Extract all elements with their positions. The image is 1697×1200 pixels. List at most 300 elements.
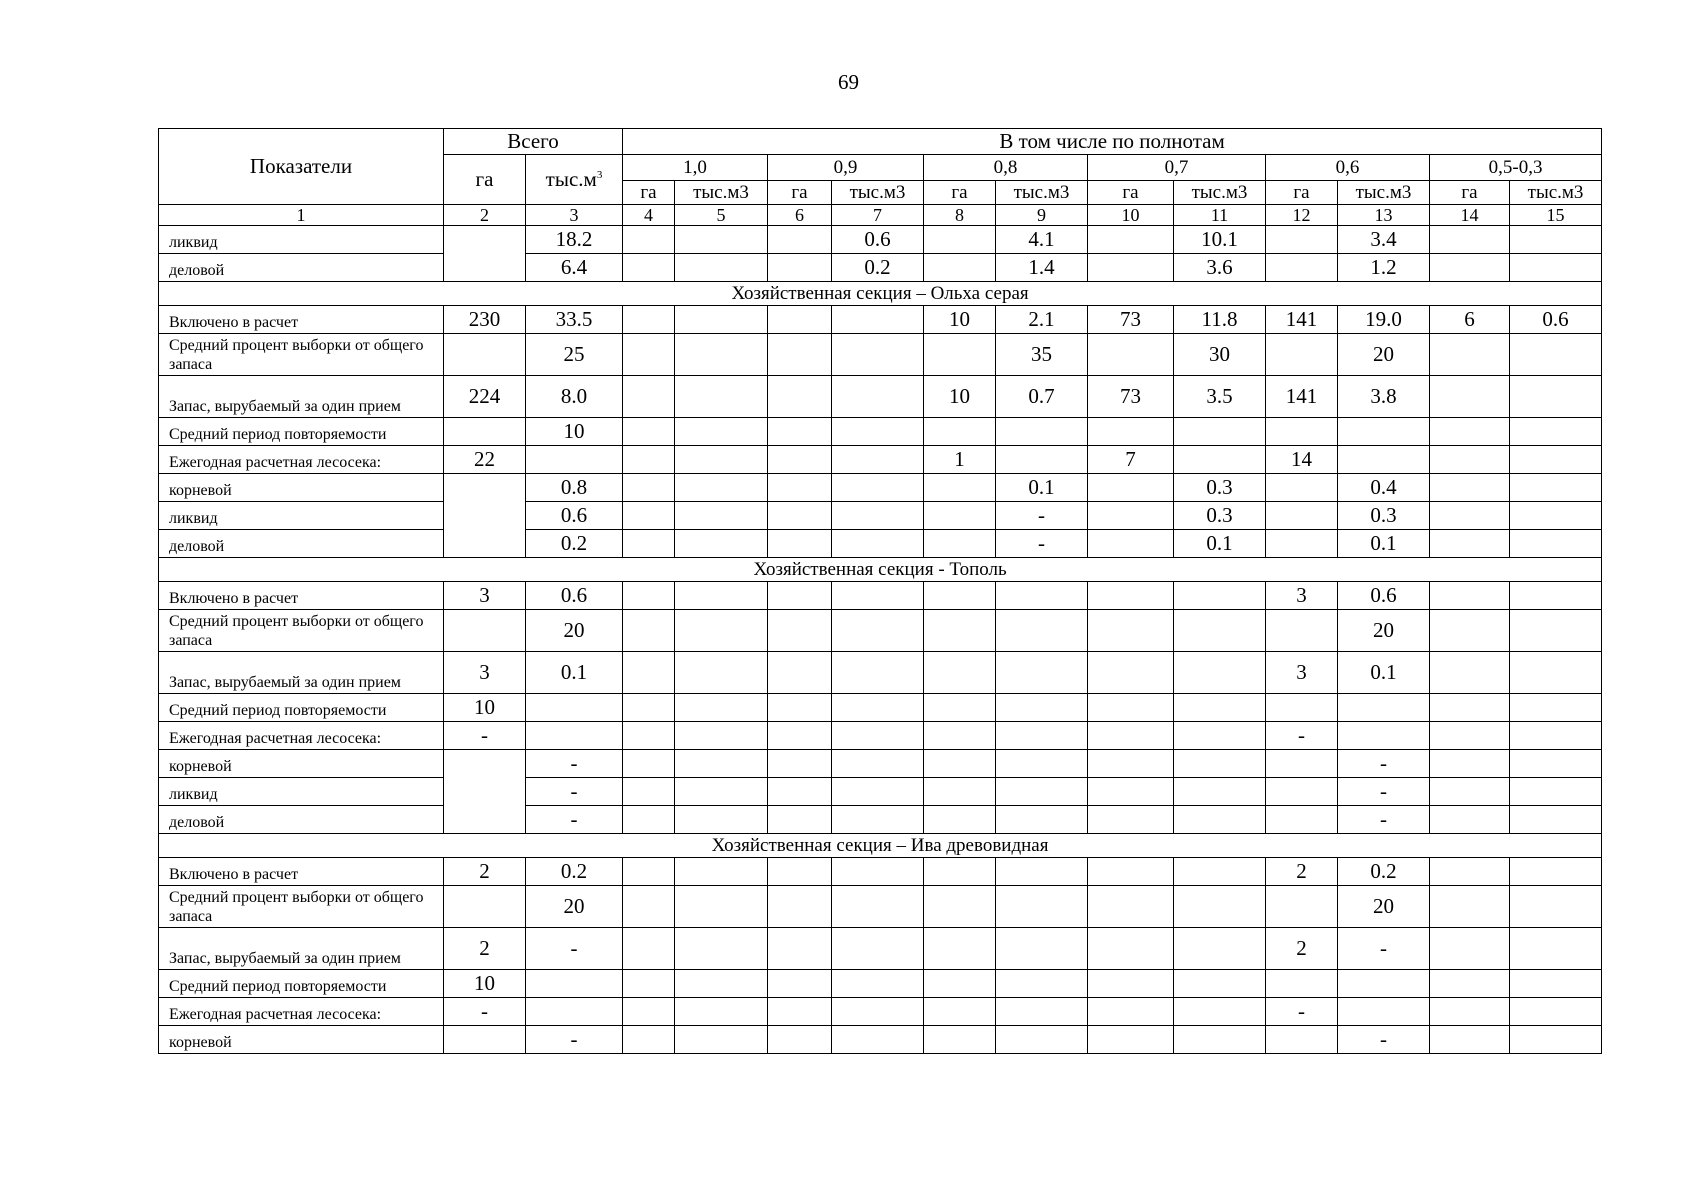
table-cell <box>1430 778 1510 806</box>
table-cell: 2 <box>444 928 526 970</box>
table-cell <box>1174 418 1266 446</box>
table-cell <box>1088 806 1174 834</box>
table-cell <box>1266 254 1338 282</box>
table-cell <box>1510 886 1602 928</box>
table-cell <box>623 928 675 970</box>
table-cell <box>832 970 924 998</box>
table-cell: 73 <box>1088 306 1174 334</box>
table-cell: 0.8 <box>526 474 623 502</box>
table-cell: - <box>526 750 623 778</box>
row-label: ликвид <box>159 226 444 254</box>
table-cell <box>996 446 1088 474</box>
table-cell <box>832 778 924 806</box>
table-cell: 35 <box>996 334 1088 376</box>
table-cell: 0.1 <box>996 474 1088 502</box>
table-cell <box>1430 694 1510 722</box>
table-cell <box>623 722 675 750</box>
table-cell <box>675 886 768 928</box>
table-cell: 10 <box>924 376 996 418</box>
table-cell <box>1430 582 1510 610</box>
table-cell: 20 <box>526 610 623 652</box>
table-cell: 0.3 <box>1338 502 1430 530</box>
table-cell <box>444 886 526 928</box>
table-cell: - <box>1266 998 1338 1026</box>
table-cell <box>623 334 675 376</box>
table-cell <box>675 502 768 530</box>
row-label: Запас, вырубаемый за один прием <box>159 652 444 694</box>
table-cell <box>832 928 924 970</box>
header-sub-volume: тыс.м3 <box>1338 181 1430 205</box>
table-cell: - <box>526 928 623 970</box>
table-row <box>159 722 1602 750</box>
table-cell <box>768 750 832 778</box>
table-cell <box>1088 778 1174 806</box>
table-row <box>159 652 1602 694</box>
header-total-volume <box>526 155 623 205</box>
table-cell <box>1430 1026 1510 1054</box>
table-cell: 0.4 <box>1338 474 1430 502</box>
table-cell <box>996 582 1088 610</box>
header-sub-ha: га <box>1088 181 1174 205</box>
table-cell: 0.2 <box>526 858 623 886</box>
header-sub-ha: га <box>1266 181 1338 205</box>
table-cell <box>623 226 675 254</box>
table-cell <box>1088 418 1174 446</box>
table-cell <box>623 750 675 778</box>
table-cell <box>444 226 526 282</box>
table-cell <box>1510 226 1602 254</box>
table-cell: 1.4 <box>996 254 1088 282</box>
header-total-volume-sup: 3 <box>596 169 603 182</box>
table-cell <box>832 582 924 610</box>
table-cell <box>1430 722 1510 750</box>
table-cell <box>1338 970 1430 998</box>
table-row <box>159 446 1602 474</box>
table-cell <box>996 970 1088 998</box>
table-cell: - <box>444 998 526 1026</box>
table-cell: 2.1 <box>996 306 1088 334</box>
table-cell <box>832 306 924 334</box>
table-cell <box>623 778 675 806</box>
table-cell <box>832 694 924 722</box>
column-number-row <box>159 205 1602 226</box>
table-cell <box>1088 610 1174 652</box>
table-cell <box>1174 970 1266 998</box>
section-row <box>159 558 1602 582</box>
table-cell <box>832 610 924 652</box>
table-cell: 3 <box>444 652 526 694</box>
table-cell <box>924 1026 996 1054</box>
table-cell <box>1174 998 1266 1026</box>
header-density: 0,9 <box>768 155 924 181</box>
table-cell <box>996 778 1088 806</box>
table-cell <box>768 446 832 474</box>
table-cell: 3 <box>444 582 526 610</box>
row-label: деловой <box>159 806 444 834</box>
table-cell <box>1510 334 1602 376</box>
table-cell <box>675 858 768 886</box>
table-cell: 25 <box>526 334 623 376</box>
header-density: 0,7 <box>1088 155 1266 181</box>
table-cell <box>675 474 768 502</box>
table-cell <box>1510 474 1602 502</box>
table-cell <box>1088 886 1174 928</box>
row-label: ликвид <box>159 778 444 806</box>
table-cell <box>526 970 623 998</box>
table-cell <box>768 970 832 998</box>
table-cell <box>444 334 526 376</box>
table-row <box>159 998 1602 1026</box>
table-cell: 20 <box>1338 886 1430 928</box>
table-cell <box>924 418 996 446</box>
table-cell <box>768 530 832 558</box>
table-cell: 0.6 <box>1510 306 1602 334</box>
table-cell <box>1338 722 1430 750</box>
table-row <box>159 376 1602 418</box>
table-cell: - <box>996 502 1088 530</box>
table-cell <box>924 806 996 834</box>
table-cell: 20 <box>1338 610 1430 652</box>
table-cell <box>623 998 675 1026</box>
table-cell <box>1266 1026 1338 1054</box>
table-cell <box>675 652 768 694</box>
table-cell <box>996 806 1088 834</box>
table-cell: 10 <box>444 970 526 998</box>
table-cell <box>1510 970 1602 998</box>
column-number: 12 <box>1266 205 1338 226</box>
table-cell: 11.8 <box>1174 306 1266 334</box>
table-cell <box>1088 1026 1174 1054</box>
table-cell <box>1430 254 1510 282</box>
table-cell <box>623 306 675 334</box>
column-number: 15 <box>1510 205 1602 226</box>
table-cell <box>1174 694 1266 722</box>
header-total: Всего <box>444 129 623 155</box>
table-row <box>159 970 1602 998</box>
table-cell: - <box>526 1026 623 1054</box>
table-cell <box>1088 694 1174 722</box>
row-label: корневой <box>159 474 444 502</box>
table-cell <box>623 694 675 722</box>
table-cell: 230 <box>444 306 526 334</box>
table-cell <box>1088 254 1174 282</box>
table-cell: 6 <box>1430 306 1510 334</box>
table-cell: 0.7 <box>996 376 1088 418</box>
table-cell: 4.1 <box>996 226 1088 254</box>
table-cell <box>623 446 675 474</box>
table-cell: - <box>1338 1026 1430 1054</box>
table-cell <box>924 858 996 886</box>
section-title: Хозяйственная секция - Тополь <box>159 558 1602 582</box>
table-cell <box>832 806 924 834</box>
table-cell <box>526 998 623 1026</box>
table-cell <box>1510 530 1602 558</box>
table-cell: - <box>1338 806 1430 834</box>
column-number: 7 <box>832 205 924 226</box>
table-cell <box>1266 750 1338 778</box>
header-total-ha: га <box>444 155 526 205</box>
table-cell <box>1174 446 1266 474</box>
table-cell: 3.8 <box>1338 376 1430 418</box>
table-cell <box>526 694 623 722</box>
column-number: 6 <box>768 205 832 226</box>
table-cell <box>1266 334 1338 376</box>
table-cell <box>832 376 924 418</box>
header-indicators: Показатели <box>159 129 444 205</box>
table-cell <box>996 1026 1088 1054</box>
column-number: 13 <box>1338 205 1430 226</box>
table-cell <box>832 750 924 778</box>
table-cell <box>526 722 623 750</box>
column-number: 11 <box>1174 205 1266 226</box>
table-cell <box>1266 694 1338 722</box>
table-cell: 0.6 <box>1338 582 1430 610</box>
table-cell <box>832 886 924 928</box>
row-label: Средний период повторяемости <box>159 970 444 998</box>
table-cell <box>1088 928 1174 970</box>
table-cell <box>675 418 768 446</box>
table-cell <box>924 694 996 722</box>
row-label: ликвид <box>159 502 444 530</box>
table-cell: 0.3 <box>1174 474 1266 502</box>
header-row-1 <box>159 129 1602 155</box>
table-cell <box>1510 376 1602 418</box>
table-cell: 141 <box>1266 376 1338 418</box>
table-cell <box>675 970 768 998</box>
table-cell <box>675 334 768 376</box>
table-cell <box>768 998 832 1026</box>
row-label: корневой <box>159 1026 444 1054</box>
table-cell: 0.1 <box>1174 530 1266 558</box>
table-cell: 3 <box>1266 582 1338 610</box>
table-cell <box>1174 928 1266 970</box>
table-cell <box>623 886 675 928</box>
table-cell <box>1088 530 1174 558</box>
table-cell <box>1510 858 1602 886</box>
table-cell <box>1174 652 1266 694</box>
table-cell: 224 <box>444 376 526 418</box>
table-cell: 18.2 <box>526 226 623 254</box>
table-cell <box>1266 226 1338 254</box>
table-row <box>159 502 1602 530</box>
table-cell <box>1430 750 1510 778</box>
table-cell <box>1430 502 1510 530</box>
table-row <box>159 474 1602 502</box>
table-cell <box>444 610 526 652</box>
table-cell <box>832 502 924 530</box>
column-number: 1 <box>159 205 444 226</box>
table-row <box>159 610 1602 652</box>
table-row <box>159 750 1602 778</box>
table-cell <box>1088 502 1174 530</box>
table-cell: 3 <box>1266 652 1338 694</box>
table-cell <box>996 750 1088 778</box>
table-cell <box>832 998 924 1026</box>
table-cell <box>675 1026 768 1054</box>
table-cell: - <box>444 722 526 750</box>
table-cell <box>1266 806 1338 834</box>
table-cell <box>1430 886 1510 928</box>
table-cell <box>1510 778 1602 806</box>
table-cell: 7 <box>1088 446 1174 474</box>
table-cell <box>924 610 996 652</box>
table-cell: - <box>1338 928 1430 970</box>
table-cell <box>623 530 675 558</box>
table-cell <box>768 806 832 834</box>
table-cell <box>1430 418 1510 446</box>
table-cell <box>675 582 768 610</box>
table-cell <box>1510 502 1602 530</box>
table-cell <box>1266 502 1338 530</box>
row-label: Средний период повторяемости <box>159 694 444 722</box>
section-row <box>159 834 1602 858</box>
table-cell: 14 <box>1266 446 1338 474</box>
table-cell <box>832 1026 924 1054</box>
table-cell <box>996 998 1088 1026</box>
table-cell <box>1338 418 1430 446</box>
table-cell <box>832 858 924 886</box>
header-including: В том числе по полнотам <box>623 129 1602 155</box>
table-cell: 0.1 <box>526 652 623 694</box>
table-cell <box>1510 1026 1602 1054</box>
row-label: корневой <box>159 750 444 778</box>
row-label: Средний период повторяемости <box>159 418 444 446</box>
table-cell <box>1088 474 1174 502</box>
table-cell <box>1088 858 1174 886</box>
table-cell <box>1338 446 1430 474</box>
table-cell <box>1510 446 1602 474</box>
table-cell <box>924 928 996 970</box>
table-cell <box>924 970 996 998</box>
table-cell <box>1430 858 1510 886</box>
table-cell: - <box>1338 750 1430 778</box>
table-cell <box>1174 582 1266 610</box>
column-number: 2 <box>444 205 526 226</box>
table-cell <box>832 652 924 694</box>
table-cell <box>675 446 768 474</box>
table-cell <box>924 502 996 530</box>
table-cell <box>1174 886 1266 928</box>
table-cell <box>996 610 1088 652</box>
table-cell <box>1510 928 1602 970</box>
table-row <box>159 530 1602 558</box>
table-cell <box>768 694 832 722</box>
column-number: 8 <box>924 205 996 226</box>
table-cell <box>768 652 832 694</box>
table-cell: 3.6 <box>1174 254 1266 282</box>
table-cell <box>924 254 996 282</box>
table-cell <box>1430 334 1510 376</box>
table-cell <box>924 474 996 502</box>
header-sub-volume: тыс.м3 <box>1174 181 1266 205</box>
row-label: Ежегодная расчетная лесосека: <box>159 446 444 474</box>
table-cell <box>623 502 675 530</box>
table-cell <box>996 722 1088 750</box>
header-sub-volume: тыс.м3 <box>1510 181 1602 205</box>
header-sub-ha: га <box>768 181 832 205</box>
table-cell: - <box>996 530 1088 558</box>
table-cell <box>996 694 1088 722</box>
table-cell: 30 <box>1174 334 1266 376</box>
table-cell: 10.1 <box>1174 226 1266 254</box>
table-cell <box>924 998 996 1026</box>
table-cell <box>832 446 924 474</box>
table-cell <box>1266 778 1338 806</box>
table-cell: 20 <box>526 886 623 928</box>
table-cell <box>768 474 832 502</box>
table-cell <box>1430 376 1510 418</box>
table-cell <box>1266 530 1338 558</box>
table-cell <box>924 886 996 928</box>
table-cell <box>832 530 924 558</box>
table-cell <box>623 474 675 502</box>
header-sub-volume: тыс.м3 <box>675 181 768 205</box>
table-cell: 10 <box>924 306 996 334</box>
allowable-cut-table <box>158 128 1602 1054</box>
table-cell <box>623 1026 675 1054</box>
table-cell <box>1174 858 1266 886</box>
table-cell <box>1430 652 1510 694</box>
row-label: Включено в расчет <box>159 306 444 334</box>
column-number: 4 <box>623 205 675 226</box>
column-number: 9 <box>996 205 1088 226</box>
column-number: 14 <box>1430 205 1510 226</box>
table-body <box>159 129 1602 1054</box>
table-cell <box>768 778 832 806</box>
table-cell <box>675 530 768 558</box>
table-cell <box>675 722 768 750</box>
table-cell <box>675 998 768 1026</box>
table-cell <box>768 418 832 446</box>
table-cell <box>924 778 996 806</box>
table-cell: 3.5 <box>1174 376 1266 418</box>
table-cell <box>444 418 526 446</box>
table-cell: 10 <box>444 694 526 722</box>
table-row <box>159 806 1602 834</box>
table-cell <box>768 858 832 886</box>
table-row <box>159 928 1602 970</box>
table-row <box>159 334 1602 376</box>
table-cell: 1.2 <box>1338 254 1430 282</box>
row-label: Средний процент выборки от общего запаса <box>159 610 444 652</box>
table-cell <box>675 610 768 652</box>
table-cell <box>1174 1026 1266 1054</box>
table-cell: 0.1 <box>1338 530 1430 558</box>
table-cell <box>1088 652 1174 694</box>
table-row <box>159 582 1602 610</box>
table-cell: 19.0 <box>1338 306 1430 334</box>
row-label: деловой <box>159 530 444 558</box>
table-cell <box>623 582 675 610</box>
table-cell: 0.2 <box>832 254 924 282</box>
table-cell <box>1430 998 1510 1026</box>
row-label: Ежегодная расчетная лесосека: <box>159 722 444 750</box>
header-sub-ha: га <box>1430 181 1510 205</box>
row-label: деловой <box>159 254 444 282</box>
table-cell <box>832 722 924 750</box>
table-cell <box>675 306 768 334</box>
row-label: Ежегодная расчетная лесосека: <box>159 998 444 1026</box>
table-cell <box>1510 750 1602 778</box>
column-number: 3 <box>526 205 623 226</box>
table-cell <box>623 806 675 834</box>
header-sub-ha: га <box>623 181 675 205</box>
table-cell <box>1510 722 1602 750</box>
table-cell <box>1174 610 1266 652</box>
table-cell: 1 <box>924 446 996 474</box>
header-total-volume-text: тыс.м <box>545 167 597 192</box>
table-cell <box>675 254 768 282</box>
